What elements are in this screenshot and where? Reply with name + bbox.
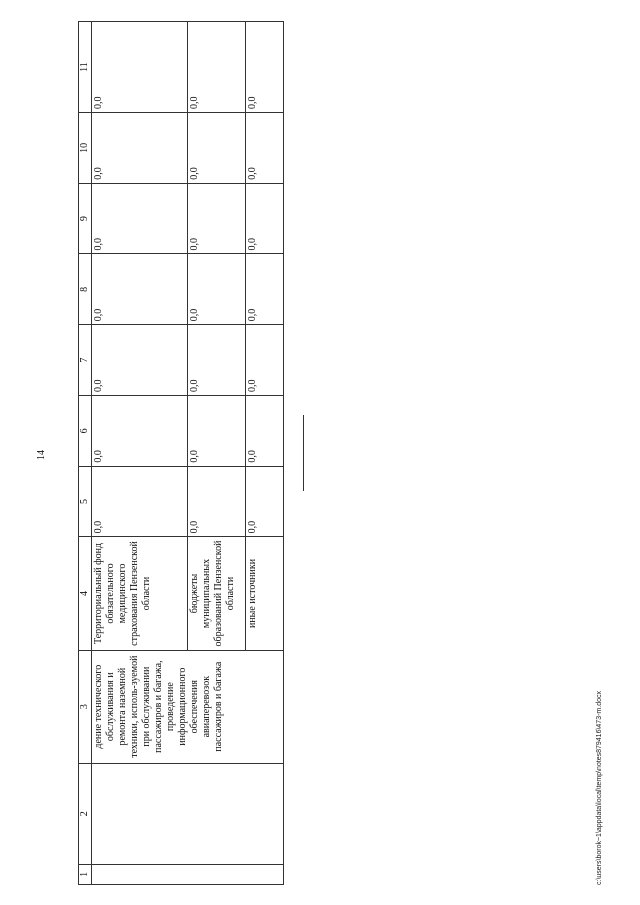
data-table (78, 21, 284, 885)
cell-value: 0,0 (188, 325, 246, 396)
cell-value: 0,0 (246, 22, 284, 113)
col-header: 9 (79, 183, 92, 254)
cell-value: 0,0 (246, 466, 284, 537)
col-header: 10 (79, 113, 92, 184)
page-number: 14 (36, 450, 47, 460)
cell-value: 0,0 (92, 325, 188, 396)
cell-source: Территориальный фонд обязательного медицинского страхования Пензенской области (92, 537, 188, 650)
cell-value: 0,0 (246, 254, 284, 325)
cell-value: 0,0 (92, 254, 188, 325)
col-header: 4 (79, 537, 92, 650)
cell-value: 0,0 (246, 113, 284, 184)
col-header: 5 (79, 466, 92, 537)
col-header: 8 (79, 254, 92, 325)
col-header: 11 (79, 22, 92, 113)
cell-source: бюджеты муниципальных образований Пензенской области (188, 537, 246, 650)
cell-value: 0,0 (246, 183, 284, 254)
cell-source: иные источники (246, 537, 284, 650)
col-header: 6 (79, 395, 92, 466)
cell-value: 0,0 (188, 183, 246, 254)
col-header: 2 (79, 763, 92, 864)
col-header: 7 (79, 325, 92, 396)
table-row (92, 22, 188, 885)
cell-value: 0,0 (188, 466, 246, 537)
cell-value: 0,0 (92, 183, 188, 254)
cell-value: 0,0 (188, 113, 246, 184)
cell-value: 0,0 (92, 395, 188, 466)
cell-value: 0,0 (92, 466, 188, 537)
cell-description: дение технического обслуживания и ремонта наземной техники, исполь-зуемой при обслуживании пассажиров и багажа, проведение информационного обеспечения авиаперевозок пассажиров и багажа (92, 650, 284, 763)
cell-col2 (92, 763, 284, 864)
cell-value: 0,0 (188, 22, 246, 113)
separator-line (303, 415, 304, 491)
col-header: 1 (79, 864, 92, 884)
cell-value: 0,0 (92, 113, 188, 184)
footer-file-path: c:\users\borok~1\appdata\local\temp\notes879416\473-m.docx (596, 691, 603, 885)
cell-value: 0,0 (92, 22, 188, 113)
cell-value: 0,0 (246, 325, 284, 396)
cell-value: 0,0 (188, 254, 246, 325)
cell-col1 (92, 864, 284, 884)
cell-value: 0,0 (188, 395, 246, 466)
header-row (79, 22, 92, 885)
cell-value: 0,0 (246, 395, 284, 466)
col-header: 3 (79, 650, 92, 763)
